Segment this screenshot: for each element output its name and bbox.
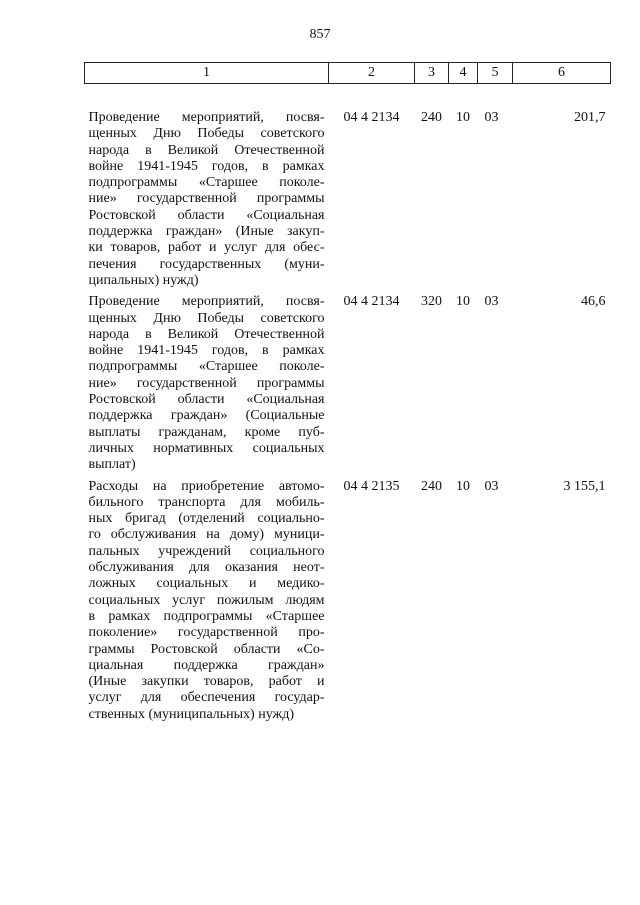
description-line: войне 1941-1945 годов, в рамках — [88, 343, 325, 359]
column-header-2: 2 — [329, 63, 415, 84]
description-line: ных бригад (отделений социально- — [88, 511, 325, 527]
description-line: ние» государственной программы — [88, 191, 325, 207]
description-line: Ростовской области «Социальная — [88, 392, 325, 408]
budget-table — [84, 62, 611, 723]
row-description — [85, 474, 329, 723]
description-line: го обслуживания на дому) муници- — [88, 527, 325, 543]
description-line: ки товаров, работ и услуг для обес- — [88, 240, 325, 256]
description-line: (Иные закупки товаров, работ и — [88, 674, 325, 690]
description-line: щенных Дню Победы советского — [88, 126, 325, 142]
table-header-row — [85, 63, 611, 84]
description-line: подпрограммы «Старшее поколе- — [88, 175, 325, 191]
column-header-4: 4 — [449, 63, 478, 84]
description-line: Проведение мероприятий, посвя- — [88, 294, 325, 310]
description-line: подпрограммы «Старшее поколе- — [88, 359, 325, 375]
description-line: циальная поддержка граждан» — [88, 657, 325, 673]
description-line: пальных учреждений социального — [88, 543, 325, 559]
table-row — [85, 84, 611, 290]
description-line: граммы Ростовской области «Со- — [88, 641, 325, 657]
description-line: ципальных) нужд) — [88, 272, 199, 288]
description-line: услуг для обеспечения государ- — [88, 690, 325, 706]
description-line: социальных услуг пожилым людям — [88, 592, 325, 608]
page-number: 857 — [309, 27, 331, 42]
description-line: личных нормативных социальных — [88, 440, 325, 456]
description-line: выплат) — [88, 457, 136, 473]
column-header-5: 5 — [478, 63, 513, 84]
table-row — [85, 474, 611, 723]
row-expense-type: 320 — [421, 294, 442, 310]
description-line: Ростовской области «Социальная — [88, 207, 325, 223]
description-line: бильного транспорта для мобиль- — [88, 494, 325, 510]
description-line: войне 1941-1945 годов, в рамках — [88, 158, 325, 174]
description-line: Проведение мероприятий, посвя- — [88, 110, 325, 125]
row-description — [85, 289, 329, 473]
row-expense-type: 240 — [421, 478, 442, 494]
row-section: 10 — [456, 478, 470, 494]
row-target-code: 04 4 2135 — [343, 478, 400, 494]
description-line: печения государственных (муни- — [88, 256, 325, 272]
column-header-3: 3 — [415, 63, 449, 84]
description-line: выплаты гражданам, кроме пуб- — [88, 424, 325, 440]
row-target-code: 04 4 2134 — [343, 110, 400, 125]
description-line: щенных Дню Победы советского — [88, 310, 325, 326]
description-line: Расходы на приобретение автомо- — [88, 478, 325, 494]
row-subsection: 03 — [484, 478, 499, 494]
table-row — [85, 289, 611, 473]
row-target-code: 04 4 2134 — [343, 294, 400, 310]
row-subsection: 03 — [484, 110, 499, 125]
description-line: народа в Великой Отечественной — [88, 326, 325, 342]
row-description — [85, 84, 329, 290]
description-line: ние» государственной программы — [88, 375, 325, 391]
description-line: поддержка граждан» (Социальные — [88, 408, 325, 424]
description-line: ложных социальных и медико- — [88, 576, 325, 592]
row-amount: 3 155,1 — [563, 478, 606, 494]
row-section: 10 — [456, 294, 470, 310]
description-line: поддержка граждан» (Иные закуп- — [88, 224, 325, 240]
description-line: обслуживания для оказания неот- — [88, 560, 325, 576]
column-header-6: 6 — [513, 63, 611, 84]
row-section: 10 — [456, 110, 470, 125]
row-subsection: 03 — [484, 294, 499, 310]
row-amount: 46,6 — [581, 294, 606, 310]
description-line: народа в Великой Отечественной — [88, 142, 325, 158]
column-header-1: 1 — [85, 63, 329, 84]
description-line: в рамках подпрограммы «Старшее — [88, 608, 325, 624]
description-line: ственных (муниципальных) нужд) — [88, 706, 294, 722]
row-amount: 201,7 — [574, 110, 606, 125]
description-line: поколение» государственной про- — [88, 625, 325, 641]
row-expense-type: 240 — [421, 110, 442, 125]
